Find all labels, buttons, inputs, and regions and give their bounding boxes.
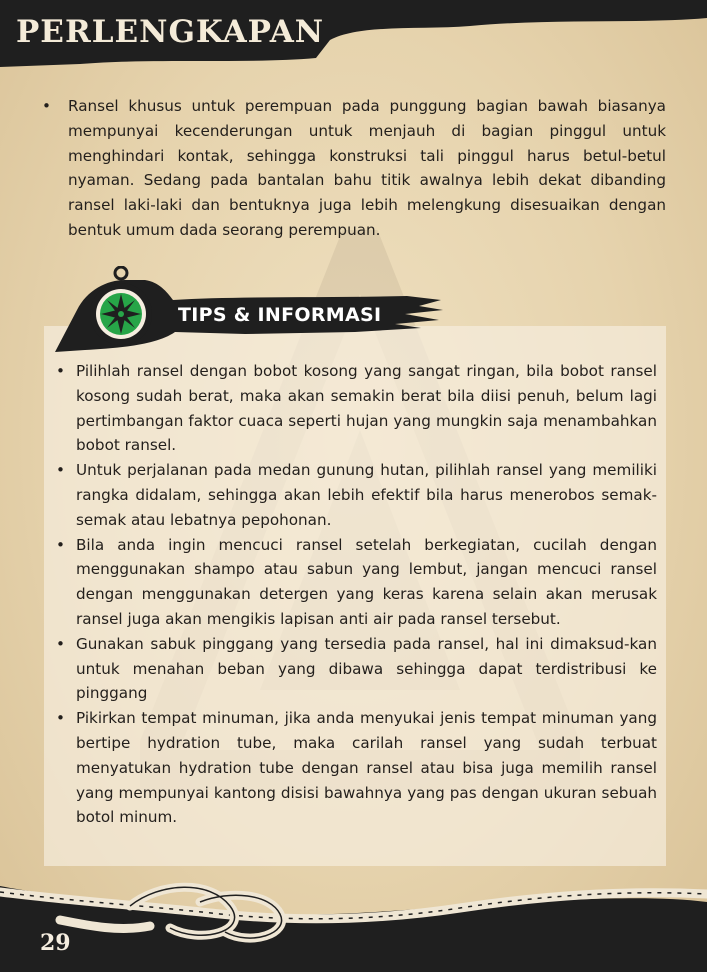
intro-list bbox=[40, 94, 666, 243]
bullet-icon: • bbox=[56, 535, 65, 554]
compass-icon bbox=[90, 267, 152, 345]
page-number: 29 bbox=[40, 930, 71, 956]
rope-knot-icon bbox=[0, 862, 707, 972]
bullet-icon: • bbox=[56, 461, 65, 480]
bullet-icon: • bbox=[56, 709, 65, 728]
list-item bbox=[56, 458, 657, 532]
list-item bbox=[56, 359, 657, 458]
bullet-icon: • bbox=[56, 362, 65, 380]
list-item-text: Ransel khusus untuk perempuan pada punggung bagian bawah biasanya mempunyai kecenderungan untuk menjauh di bagian pinggul untuk menghindari kontak, sehingga konstruksi tali pinggul harus betul-betul nyaman. Sedang pada bantalan bahu titik awalnya lebih dekat dibanding ransel laki-laki dan bentuknya juga lebih melengkung disesuaikan dengan bentuk umum dada seorang perempuan. bbox=[68, 97, 666, 239]
list-item-text: Untuk perjalanan pada medan gunung hutan, pilihlah ransel yang memiliki rangka didalam, sehingga akan lebih efektif bila harus menerobos semak-semak atau lebatnya pepohonan. bbox=[76, 461, 657, 529]
list-item-text: Gunakan sabuk pinggang yang tersedia pada ransel, hal ini dimaksud-kan untuk menahan beban yang dibawa sehingga dapat terdistribusi ke pinggang bbox=[76, 634, 657, 703]
page-title: PERLENGKAPAN bbox=[16, 14, 325, 50]
list-item-text: Pikirkan tempat minuman, jika anda menyukai jenis tempat minuman yang bertipe hydration tube, maka carilah ransel yang sudah terbuat menyatukan hydration tube dengan ransel atau bisa juga memilih ransel yang mempunyai kantong disisi bawahnya yang pas dengan ukuran sebuah botol minum. bbox=[76, 709, 657, 827]
list-item bbox=[56, 632, 657, 706]
list-item-text: Pilihlah ransel dengan bobot kosong yang sangat ringan, bila bobot ransel kosong sudah berat, maka akan semakin berat bila diisi penuh, belum lagi pertimbangan faktor cuaca seperti hujan yang mungkin saja menambahkan bobot ransel. bbox=[76, 362, 657, 455]
list-item bbox=[56, 706, 657, 830]
tips-heading: TIPS & INFORMASI bbox=[178, 304, 382, 326]
list-item-text: Bila anda ingin mencuci ransel setelah berkegiatan, cucilah dengan menggunakan shampo atau sabun yang lembut, jangan mencuci ransel dengan menggunakan detergen yang keras karena selain akan merusak ransel juga akan mengikis lapisan anti air pada ransel tersebut. bbox=[76, 535, 657, 628]
tips-list bbox=[56, 359, 657, 830]
bullet-icon: • bbox=[56, 634, 65, 653]
list-item bbox=[56, 533, 657, 632]
list-item bbox=[40, 94, 666, 243]
bullet-icon: • bbox=[42, 97, 51, 115]
